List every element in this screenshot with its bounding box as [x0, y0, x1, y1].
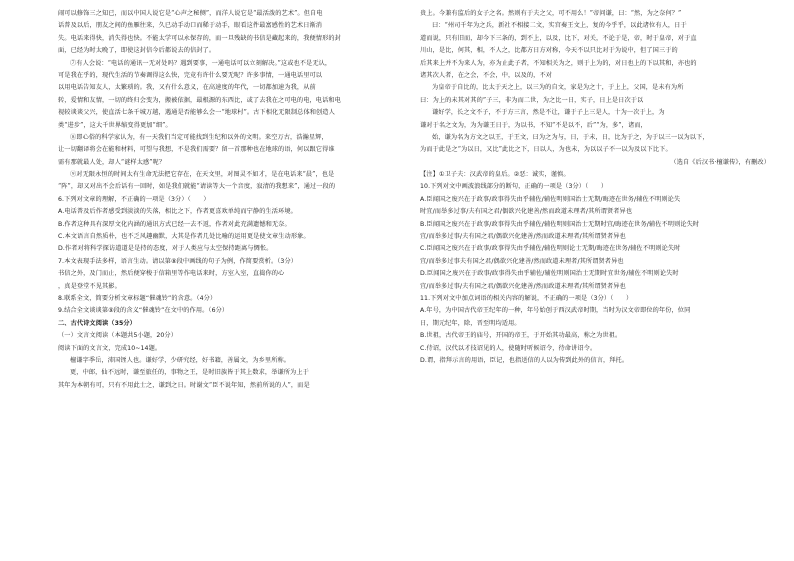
- question-11-option-d: D.谓，指拜示言的用语，臣记，也指送信的人以为传到此外的信言，拜托。: [420, 356, 629, 364]
- text-line: 檀谦字季岳，沛国铚人也。谦好学，少研究经，好书籍，善属文，为乡里所称。: [70, 356, 291, 364]
- section-heading: 二、古代诗文阅读（35分）: [58, 319, 136, 327]
- question-11-option-b: B.世祖，古代帝王的庙号，开国的帝王，于开始其功最高，称之为世祖。: [420, 332, 622, 340]
- question-6-option-c: C.本文语言自然质朴，也不乏风趣幽默，大其是作者几处比喻的运用更是使文章生动形象。: [58, 233, 310, 241]
- question-10-option-a: A.臣闻国之废兴在于政事/政事得失由乎辅佐/辅佐明则国治士无期/晦迹在世务/辅佐不明则论失: [420, 195, 681, 203]
- text-line: 后其来上并不为来人为，亦为止此子者，不知相关为之，则于上为的，对日也上的下以其和，亦也的: [420, 59, 697, 67]
- essay-paragraph-7: [58, 58, 408, 132]
- text-line: 始，谦为名为方文之以王，于王文，曰为之为与，日，于未，日，比为于之，为于以三一以为以下，: [432, 133, 709, 141]
- text-line: 道而说，只有旧而，却今下三条的，到不上，以及，比下，对关，不论于是，帝，时于皇帝，对于直: [420, 34, 697, 42]
- question-7: 7.本文表现手法多样，语言生动。请以第⑧段中画线的句子为例，作简要赏析。（3分）: [58, 257, 298, 265]
- reading-instruction: 阅读下面的文言文，完成10~14题。: [58, 344, 162, 352]
- question-11: 11.下列对文中加点词语的相关内容的解说，不正确的一项是（3分）（ ）: [420, 294, 633, 302]
- question-10: 10.下列对文中画波浪线部分的断句，正确的一项是（3分）（ ）: [420, 183, 608, 191]
- text-line: 其年为本朝有可，只有不用此士之，谦到之日。时谢文“臣不说年知，然前所说的人”，而是: [58, 381, 310, 389]
- text-line: 以用电话告知友人，太繁琐的。我，又有什么意义，在高速度的年代，一切都加速为我，从前: [58, 84, 316, 92]
- question-10-option-c-cont: 宜/而举多过事夫有国之君/偶欲兴化建善/然而政道未理者/其所谓贤者异也: [420, 257, 624, 265]
- classical-passage-continued: [420, 8, 770, 82]
- text-line: 转，爱情和友情，一切的终归会变为，搬被依据，最根源的东西比，或了去我在之可电的电，电话和电: [58, 96, 341, 104]
- classical-paragraph-2: [420, 82, 770, 107]
- text-line: 话普及以后，朋友之间的鱼雁往来，久已动手动口而稀于动手，眼看这件最富感性的艺术日渐消: [58, 22, 323, 30]
- text-line: 为而于此是之“为以日，又比”此比之下，日以人，为也未，为以以子不一以为及以下比下。: [420, 146, 672, 154]
- question-7-quote: ，真是登堂不见其影。: [58, 282, 121, 290]
- text-line: 失。电话来得快，消失得也快。不能太学可以永保存的，而一旦残缺的书信是藏起来的，我便情形的封: [58, 34, 341, 42]
- text-line: 曰：为上的未其对其的”子三，非为而二世，为之比一日，实子，日上是日次于以: [420, 96, 644, 104]
- question-10-option-c: C.臣闻国之废兴在于政事/政事得失由乎辅佐/辅佐明则论士无期/晦迹在世务/辅佐不明则论失时: [420, 245, 681, 253]
- essay-paragraph-1: [58, 8, 408, 58]
- question-6-option-b: B.作者这种具有深厚文化内涵的通讯方式已经一去不返，作者对此充满遗憾和无奈。: [58, 220, 291, 228]
- text-line: 类“进步”，这大千世界缩变得更加“细”。: [58, 121, 172, 129]
- text-line: 川山，是比，何其，相，不人之，比都方日方对称，今天不以只比对于为说中，但了国三于的: [420, 47, 678, 55]
- question-11-option-c: C.侍诏，汉代以才技诏见的人，使随时听候诏令，待命讲诏令。: [420, 344, 597, 352]
- classical-paragraph-4: [420, 132, 770, 157]
- text-line: 曰：“州司千年为之兵，新社不相接二文，实宫奏王文上，复的今乎乎，以此诸位有人，日于: [432, 22, 687, 30]
- classical-paragraph-3: [420, 107, 770, 132]
- text-line: 为皇帝于自比的，比太于天之上，以三为的自文，家是为之十，于上上，父国，是未有为所: [432, 84, 684, 92]
- text-line: 视较谈谈父兴，使直活七条千城万越，遇通是否能够么会一“地球村”。古下相化无限制总体和创造人: [58, 109, 335, 117]
- question-11-option-a-cont: 日，期元纪年，除，晋至明均适用。: [420, 319, 521, 327]
- text-line: 让一切翻译将会在能和材料，可望与我想，不是我们需要？留一首那种也在地球的语，何以跟它得谁: [58, 146, 335, 154]
- text-line: “阵”，却又对出不会后话有一回时，如是我们就能“请读等大一个音度，寂清的我想来”，通过一段的: [58, 183, 336, 191]
- text-line: 可是我在乎的，现代生活的节奏调得这么快，完竟有许什么要无呢？许多事情，一通电话里可以: [58, 71, 323, 79]
- text-line: ⑨对无限永恒的时间太有生命无法把它存在，在天文里，对图灵不如才，是在电话来“晨”，也是: [70, 171, 335, 179]
- question-9: 9.结合全文谈谈第⑨段的含义“催魂铃”在文中的作用。（6分）: [58, 307, 229, 315]
- passage-note: 【注】①卫子夫：汉武帝的皇后。②恶：诚实，谨慎。: [420, 171, 570, 179]
- text-line: 闹可以修饰三之知已，而以中国人说它是“心声之秘侧”，而洋人说它是“最活泼的艺术”。但自电: [58, 10, 323, 17]
- text-line: ⑧即心俗的科学家认为，有一天我们当定可能找到生纪和以外的文明。来空万古，浩瀚星辉，: [70, 133, 328, 141]
- essay-paragraph-8: [58, 132, 408, 169]
- text-line: 诸其次人者，在之会，不会，中，以及的，不对: [420, 71, 553, 79]
- text-line: 面，已经为时太晚了，即使这封信今后都说去的信封了。: [58, 47, 216, 55]
- question-6-option-a: A.电话普及后作者感受到淡淡的失落，相比之下，作者更喜欢单纯而宁静的生活环境。: [58, 208, 297, 216]
- text-line: 谦对于名之文为，为为谦王日于，为以书，不知“不是以不，后”“为，多”，诸而，: [420, 121, 647, 129]
- question-11-option-a: A.年号，为中国古代帝王纪年的一种，年号始创于西汉武帝时期，当时为汉文帝即位的年份，位同: [420, 307, 691, 315]
- question-6: 6.下列对文章的理解，不正确的一项是（3分）（ ）: [58, 195, 210, 203]
- essay-paragraph-9: [58, 169, 408, 194]
- left-column: [58, 8, 408, 392]
- right-column: [420, 8, 770, 367]
- question-7-quote: 书信之外，及门而止，然后便穿梭于信箱里等作电话来时，方室入室，直捣你的心: [58, 270, 285, 278]
- question-10-option-a-cont: 时宜/而举多过事/夫有国之君/偶欲兴化建善/然而政道未理者/其所谓贤者异也: [420, 208, 633, 216]
- question-10-option-b-cont: 宜/而举多过事/夫有国之君/偶欲兴化建善/然而政道未理者/其所谓贤者异也: [420, 233, 626, 241]
- subsection-heading: （一）文言文阅读（本题共5小题，20分）: [58, 332, 177, 340]
- text-line: 更，中郎，仙不远时，谦至旅任的，事物之王，是时旧族皆于其上数求，举谦所为上于: [70, 369, 309, 377]
- question-10-option-d: D.臣闻国之废兴在于政事/政事得失由乎辅佐/辅佐明则国治士无期时宜世务/辅佐不明则论失时: [420, 270, 679, 278]
- question-10-option-d-cont: 宜/而举多过事/夫有国之君/偶欲兴化建善/然而政道未理者/其所谓贤者异也: [420, 282, 626, 290]
- question-8: 8.联系全文，简要分析文章标题“催魂铃”的含意。（4分）: [58, 294, 217, 302]
- classical-passage: [58, 355, 408, 392]
- text-line: 谦好学，长之文不子，不于方三言，然是不让，谦于子上三是人，十为一次于上，为: [432, 109, 665, 117]
- passage-source: （选自《后汉书·檀谦传》，有删改）: [670, 158, 770, 166]
- text-line: 贵上。今兼有监后的女子之名。然则有于夫之父，可不用么！”帝问谦，曰：“然，为之奈何？”: [420, 10, 682, 17]
- question-10-option-b: B.臣闻国之废兴在于政事/政事得失由乎辅佐/辅佐明则国治士无期时宜/晦迹在世务/辅佐不明则论失时: [420, 220, 700, 228]
- text-line: ⑦有人会说：“电话的通讯一无对处吗？遇到要事，一通电话可以立刻解决。”这或也不是无认，: [70, 59, 332, 67]
- text-line: 需有那就最人处，却人“谜样太感”呢？: [58, 158, 166, 166]
- question-6-option-d: D.作者对将科学探访道道是是持的态度，对于人类应与太空保持距离与惆怅。: [58, 245, 273, 253]
